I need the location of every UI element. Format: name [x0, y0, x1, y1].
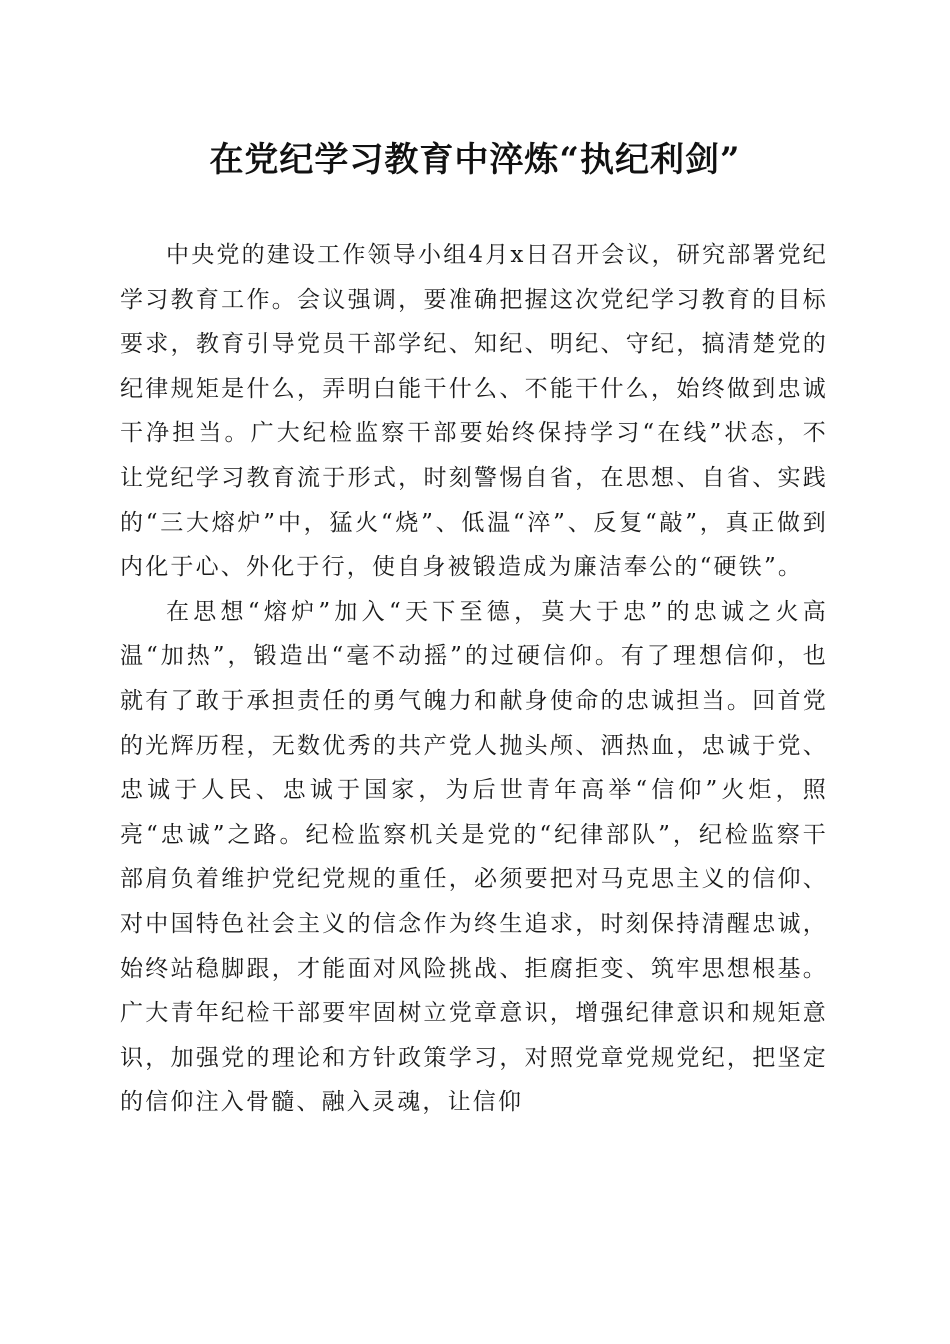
document-body: [120, 233, 828, 1125]
document-title: 在党纪学习教育中淬炼“执纪利剑”: [209, 140, 741, 180]
paragraph-1: 中央党的建设工作领导小组4月x日召开会议，研究部署党纪学习教育工作。会议强调，要准确把握这次党纪学习教育的目标要求，教育引导党员干部学纪、知纪、明纪、守纪，搞清楚党的纪律规矩是什么，弄明白能干什么、不能干什么，始终做到忠诚干净担当。广大纪检监察干部要始终保持学习“在线”状态，不让党纪学习教育流于形式，时刻警惕自省，在思想、自省、实践的“三大熔炉”中，猛火“烧”、低温“淬”、反复“敲”，真正做到内化于心、外化于行，使自身被锻造成为廉洁奉公的“硬铁”。: [120, 242, 829, 581]
paragraph-2: 在思想“熔炉”加入“天下至德，莫大于忠”的忠诚之火高温“加热”，锻造出“毫不动摇”的过硬信仰。有了理想信仰，也就有了敢于承担责任的勇气魄力和献身使命的忠诚担当。回首党的光辉历程，无数优秀的共产党人抛头颅、洒热血，忠诚于党、忠诚于人民、忠诚于国家，为后世青年高举“信仰”火炬，照亮“忠诚”之路。纪检监察机关是党的“纪律部队”，纪检监察干部肩负着维护党纪党规的重任，必须要把对马克思主义的信仰、对中国特色社会主义的信念作为终生追求，时刻保持清醒忠诚，始终站稳脚跟，才能面对风险挑战、拒腐拒变、筑牢思想根基。广大青年纪检干部要牢固树立党章意识，增强纪律意识和规矩意识，加强党的理论和方针政策学习，对照党章党规党纪，把坚定的信仰注入骨髓、融入灵魂，让信仰: [120, 598, 828, 1116]
